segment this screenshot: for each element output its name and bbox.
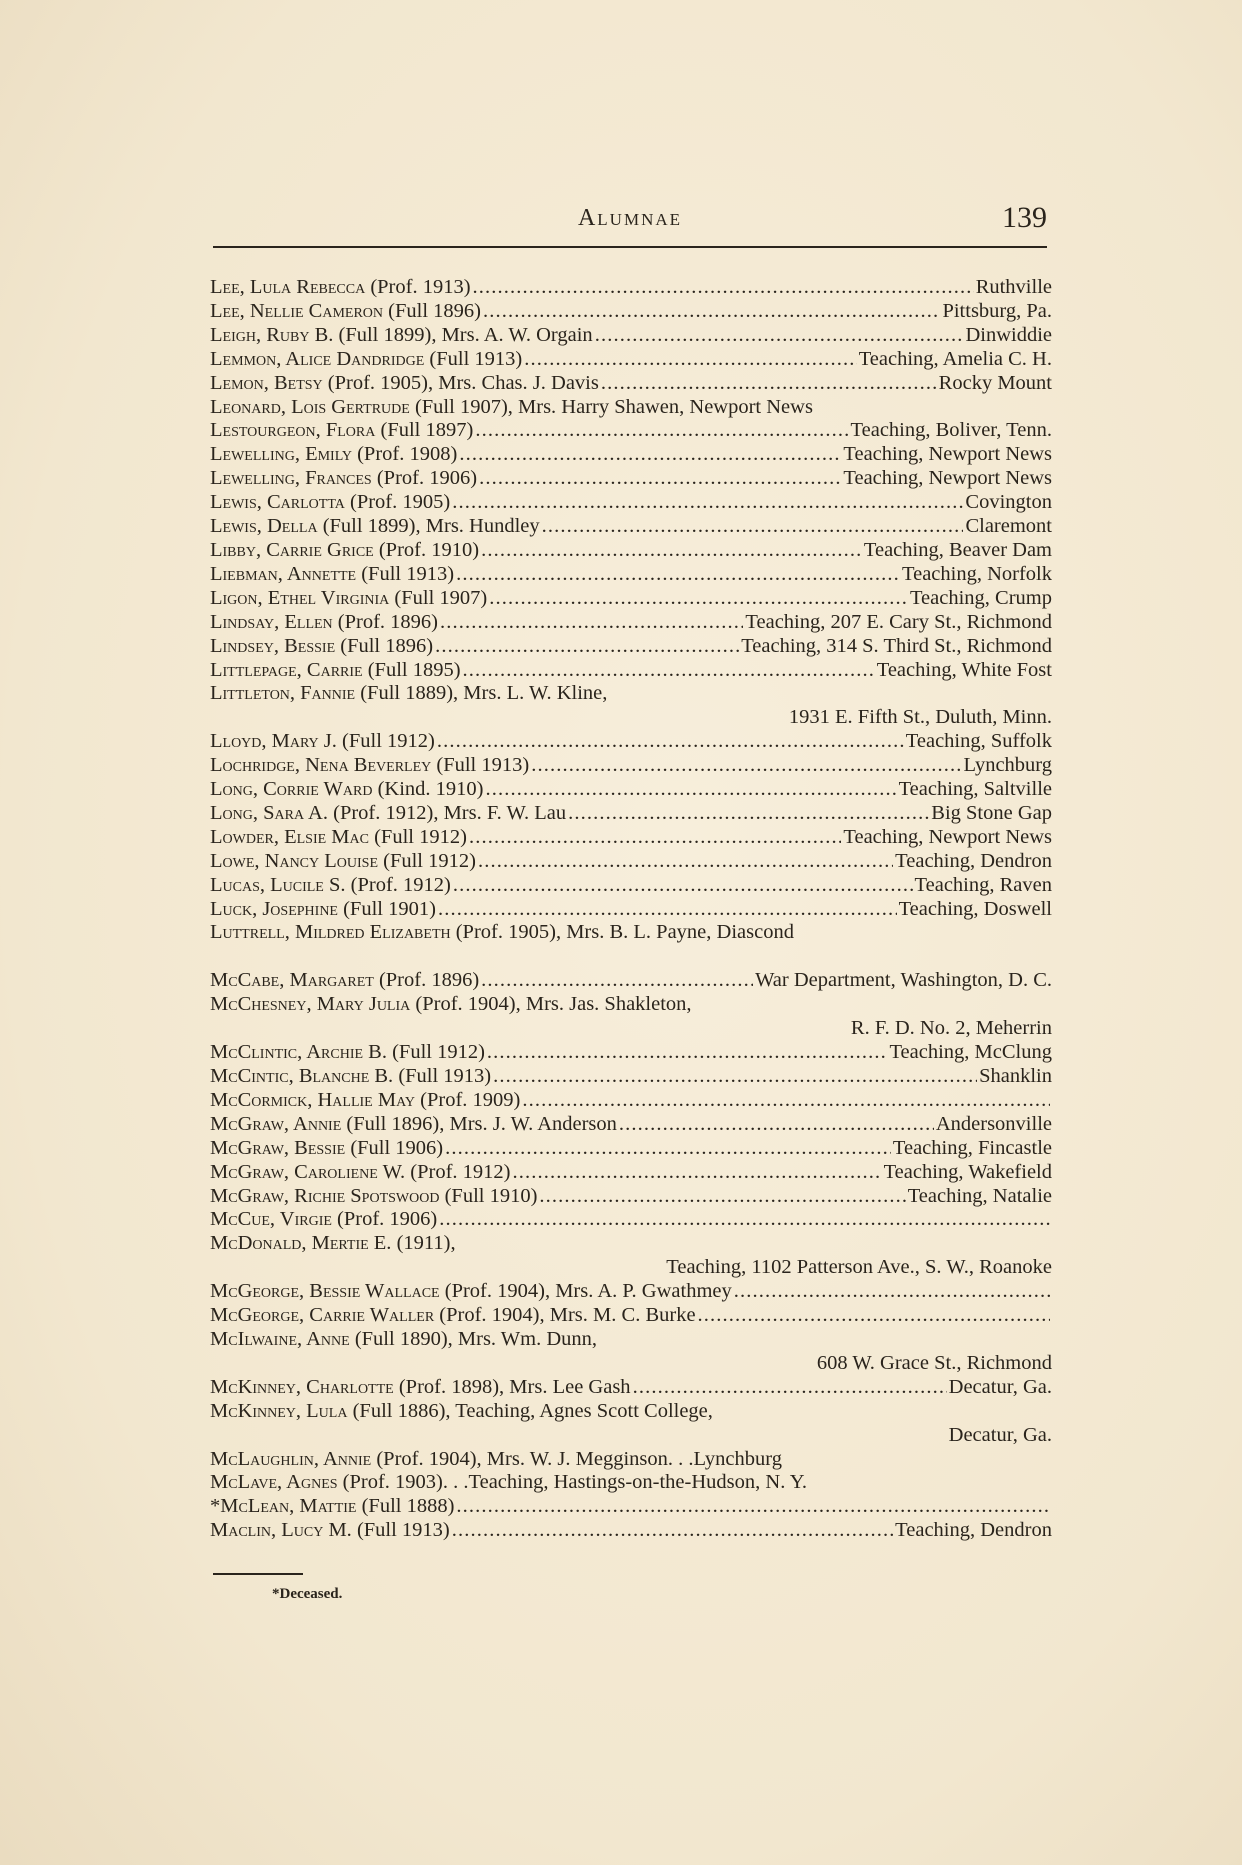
dot-leader <box>513 1161 882 1185</box>
alumna-occupation: Covington <box>965 491 1052 514</box>
list-item <box>210 587 1052 611</box>
dot-leader <box>522 1089 1050 1113</box>
alumna-name: Luttrell, Mildred Elizabeth <box>210 921 451 944</box>
alumna-details: (Prof. 1910) <box>378 538 480 561</box>
alumna-occupation: Teaching, Crump <box>909 586 1052 609</box>
dot-leader <box>542 515 964 539</box>
alumna-name: Lucas, Lucile S. <box>210 873 346 896</box>
alumna-details: (Kind. 1910) <box>377 778 484 801</box>
alumna-details: (Prof. 1898), Mrs. Lee Gash <box>398 1375 631 1398</box>
dot-leader <box>473 276 974 300</box>
dot-leader <box>463 659 875 683</box>
list-item <box>210 1208 1052 1232</box>
alumna-name: Luck, Josephine <box>210 897 338 920</box>
alumna-details: (Full 1912) <box>374 825 467 848</box>
alumna-address-continuation: 608 W. Grace St., Richmond <box>816 1351 1052 1374</box>
alumna-details: (Full 1895) <box>367 658 461 681</box>
alumna-name: Lowder, Elsie Mac <box>210 825 369 848</box>
alumna-details: (Prof. 1906) <box>337 1208 438 1231</box>
alumna-name: McCormick, Hallie May <box>210 1088 416 1111</box>
group-spacer <box>210 945 1052 969</box>
list-item <box>210 659 1052 683</box>
dot-leader <box>531 754 961 778</box>
alumna-name: Littleton, Fannie <box>210 682 356 705</box>
list-item <box>210 443 1052 467</box>
alumna-name: McLaughlin, Annie <box>210 1447 372 1470</box>
list-item <box>210 396 1052 420</box>
alumna-name: Lewis, Della <box>210 515 318 538</box>
alumna-details: (Prof. 1912) <box>410 1160 511 1183</box>
dot-leader <box>440 611 743 635</box>
alumna-details: (Full 1910) <box>444 1184 538 1207</box>
alumna-occupation: Teaching, Wakefield <box>883 1160 1052 1183</box>
alumna-occupation: War Department, Washington, D. C. <box>755 969 1052 992</box>
dot-leader <box>493 1065 977 1089</box>
alumna-occupation: Rocky Mount <box>938 371 1052 394</box>
dot-leader <box>456 1495 1050 1519</box>
alumna-details: (Prof. 1912) <box>350 873 451 896</box>
alumna-details: (Prof. 1904), Mrs. A. P. Gwathmey <box>444 1280 732 1303</box>
alumna-occupation: Teaching, Amelia C. H. <box>858 347 1052 370</box>
dot-leader <box>469 826 841 850</box>
alumna-occupation: Teaching, Boliver, Tenn. <box>850 419 1052 442</box>
alumna-occupation: Claremont <box>965 515 1052 538</box>
alumna-name: McCue, Virgie <box>210 1208 332 1231</box>
alumna-details: (Full 1899), Mrs. A. W. Orgain <box>338 323 593 346</box>
alumna-occupation: Teaching, Newport News <box>843 467 1052 490</box>
alumna-name: Leonard, Lois Gertrude <box>210 395 410 418</box>
entry-group-mc <box>210 969 1052 1543</box>
list-item <box>210 1089 1052 1113</box>
list-item <box>210 491 1052 515</box>
alumna-occupation: Teaching, McClung <box>889 1041 1052 1064</box>
alumna-details: (Full 1913) <box>436 754 530 777</box>
dot-leader <box>487 1041 888 1065</box>
list-item <box>210 467 1052 491</box>
dot-leader <box>734 1280 1050 1304</box>
alumna-name: Lewelling, Frances <box>210 467 372 490</box>
alumna-name: McDonald, Mertie E. <box>210 1232 392 1255</box>
alumna-occupation: Teaching, Dendron <box>895 849 1052 872</box>
page-header <box>213 201 1047 245</box>
list-item <box>210 1376 1052 1400</box>
dot-leader <box>524 348 857 372</box>
alumna-name: McGraw, Richie Spotswood <box>210 1184 440 1207</box>
alumna-name: McGeorge, Bessie Wallace <box>210 1280 440 1303</box>
list-item <box>210 515 1052 539</box>
alumna-occupation: Teaching, Dendron <box>895 1519 1052 1542</box>
alumna-details: (Prof. 1904), Mrs. M. C. Burke <box>439 1304 696 1327</box>
list-item <box>210 969 1052 993</box>
dot-leader <box>456 563 900 587</box>
dot-leader <box>478 850 893 874</box>
dot-leader <box>439 1208 1050 1232</box>
list-item <box>210 1400 1052 1424</box>
list-item <box>210 754 1052 778</box>
alumna-details: (Full 1906) <box>350 1136 444 1159</box>
running-head: Alumnae <box>577 205 683 231</box>
dot-leader <box>633 1376 947 1400</box>
alumna-name: Lloyd, Mary J. <box>210 730 337 753</box>
alumna-occupation: Teaching, Newport News <box>843 825 1052 848</box>
list-item <box>210 850 1052 874</box>
alumna-details: (Full 1896) <box>340 634 434 657</box>
list-item <box>210 419 1052 443</box>
alumna-name: *McLean, Mattie <box>210 1495 357 1518</box>
alumna-occupation: Big Stone Gap <box>931 801 1052 824</box>
alumna-name: McKinney, Lula <box>210 1399 348 1422</box>
alumna-details: (Full 1897) <box>380 419 474 442</box>
list-item <box>210 778 1052 802</box>
list-item <box>210 682 1052 706</box>
dot-leader <box>475 419 848 443</box>
alumna-details: (Full 1913) <box>429 347 523 370</box>
alumna-name: McIlwaine, Anne <box>210 1327 350 1350</box>
list-item <box>210 324 1052 348</box>
alumna-address-continuation: R. F. D. No. 2, Meherrin <box>850 1017 1052 1040</box>
alumna-details: (Prof. 1909) <box>420 1088 521 1111</box>
alumna-name: Liebman, Annette <box>210 562 357 585</box>
alumna-name: Ligon, Ethel Virginia <box>210 586 390 609</box>
list-item <box>210 1328 1052 1352</box>
list-item <box>210 539 1052 563</box>
dot-leader <box>453 874 913 898</box>
list-item <box>210 1113 1052 1137</box>
alumna-details: (Full 1913) <box>361 562 455 585</box>
dot-leader <box>481 969 753 993</box>
alumna-details: (Full 1913) <box>356 1519 450 1542</box>
alumna-details: (Full 1890), Mrs. Wm. Dunn, <box>354 1327 598 1350</box>
list-item <box>210 1519 1052 1543</box>
alumna-details: (Prof. 1904), Mrs. W. J. Megginson. . .Lynchburg <box>376 1447 782 1470</box>
alumna-occupation: Teaching, Newport News <box>843 443 1052 466</box>
alumna-details: (Full 1896) <box>388 299 481 322</box>
alumna-details: (Full 1888) <box>361 1495 455 1518</box>
alumna-details: (Full 1896), Mrs. J. W. Anderson <box>346 1112 617 1135</box>
list-item <box>210 372 1052 396</box>
alumna-occupation: Teaching, Norfolk <box>902 562 1052 585</box>
alumna-occupation: Ruthville <box>975 276 1052 298</box>
dot-leader <box>568 802 929 826</box>
alumna-name: Lindsey, Bessie <box>210 634 336 657</box>
alumna-name: McLave, Agnes <box>210 1471 338 1494</box>
alumna-name: Lewis, Carlotta <box>210 491 345 514</box>
alumna-occupation: Lynchburg <box>963 754 1052 777</box>
entry-group-l <box>210 276 1052 945</box>
alumna-name: Lowe, Nancy Louise <box>210 849 378 872</box>
list-item <box>210 1280 1052 1304</box>
list-item <box>210 921 1052 945</box>
alumna-details: (Full 1907), Mrs. Harry Shawen, Newport News <box>414 395 813 418</box>
footnote-rule <box>213 1573 303 1575</box>
alumnae-list <box>210 276 1052 1543</box>
list-item <box>210 802 1052 826</box>
alumna-occupation: Teaching, Saltville <box>898 778 1052 801</box>
list-item <box>210 611 1052 635</box>
alumna-details: (Prof. 1905) <box>350 491 451 514</box>
alumna-details: (Prof. 1905), Mrs. B. L. Payne, Diascond <box>455 921 794 944</box>
dot-leader <box>489 587 908 611</box>
alumna-details: (Prof. 1896) <box>337 610 439 633</box>
alumna-details: (Full 1912) <box>342 730 435 753</box>
list-item <box>210 1232 1052 1256</box>
alumna-occupation: Teaching, Natalie <box>907 1184 1052 1207</box>
alumna-occupation: Teaching, Suffolk <box>905 730 1052 753</box>
alumna-occupation: Teaching, White Fost <box>876 658 1052 681</box>
alumna-details: (Prof. 1903). . .Teaching, Hastings-on-the-Hudson, N. Y. <box>342 1471 807 1494</box>
dot-leader <box>595 324 964 348</box>
alumna-details: (Full 1913) <box>398 1065 492 1087</box>
list-item <box>210 276 1052 300</box>
alumna-details: (Prof. 1904), Mrs. Jas. Shakleton, <box>415 993 692 1016</box>
header-rule <box>213 246 1047 248</box>
alumna-name: McGraw, Annie <box>210 1112 342 1135</box>
page-number: 139 <box>1002 201 1047 234</box>
list-item <box>210 348 1052 372</box>
dot-leader <box>539 1185 905 1209</box>
alumna-address-continuation: Teaching, 1102 Patterson Ave., S. W., Roanoke <box>666 1256 1052 1279</box>
alumna-name: McGraw, Caroliene W. <box>210 1160 406 1183</box>
alumna-name: Lochridge, Nena Beverley <box>210 754 432 777</box>
alumna-name: Maclin, Lucy M. <box>210 1519 352 1542</box>
list-item <box>210 1448 1052 1472</box>
list-item <box>210 730 1052 754</box>
alumna-name: McCintic, Blanche B. <box>210 1065 394 1087</box>
alumna-details: (Prof. 1906) <box>376 467 478 490</box>
alumna-name: McKinney, Charlotte <box>210 1375 394 1398</box>
list-item <box>210 1471 1052 1495</box>
list-item <box>210 1304 1052 1328</box>
alumna-details: (Prof. 1913) <box>370 276 471 298</box>
alumna-name: Lewelling, Emily <box>210 443 352 466</box>
list-item <box>210 826 1052 850</box>
alumna-occupation: Dinwiddie <box>965 323 1052 346</box>
alumna-address-continuation: 1931 E. Fifth St., Duluth, Minn. <box>788 706 1052 729</box>
alumna-details: (Full 1899), Mrs. Hundley <box>322 515 540 538</box>
alumna-occupation: Teaching, Fincastle <box>892 1136 1052 1159</box>
list-item <box>210 874 1052 898</box>
alumna-details: (Full 1889), Mrs. L. W. Kline, <box>360 682 608 705</box>
dot-leader <box>619 1113 934 1137</box>
alumna-details: (Prof. 1908) <box>357 443 458 466</box>
alumna-occupation: Shanklin <box>979 1065 1052 1087</box>
alumna-name: Leigh, Ruby B. <box>210 323 334 346</box>
dot-leader <box>435 635 739 659</box>
list-item <box>210 1161 1052 1185</box>
list-item <box>210 1065 1052 1089</box>
alumna-occupation: Teaching, Beaver Dam <box>863 538 1052 561</box>
alumna-name: Lee, Lula Rebecca <box>210 276 366 298</box>
dot-leader <box>452 491 963 515</box>
dot-leader <box>452 1519 893 1543</box>
list-item <box>210 635 1052 659</box>
alumna-name: Lindsay, Ellen <box>210 610 333 633</box>
dot-leader <box>483 300 940 324</box>
alumna-details: (Full 1907) <box>394 586 488 609</box>
list-item <box>210 1137 1052 1161</box>
alumna-details: (Full 1901) <box>343 897 436 920</box>
alumna-details: (Prof. 1912), Mrs. F. W. Lau <box>333 801 567 824</box>
dot-leader <box>601 372 937 396</box>
alumna-name: McGeorge, Carrie Waller <box>210 1304 435 1327</box>
alumna-name: Littlepage, Carrie <box>210 658 363 681</box>
alumna-details: (Prof. 1896) <box>378 969 480 992</box>
dot-leader <box>459 443 841 467</box>
alumna-name: Long, Sara A. <box>210 801 328 824</box>
alumna-name: Libby, Carrie Grice <box>210 538 374 561</box>
alumna-name: McClintic, Archie B. <box>210 1041 387 1064</box>
list-item <box>210 1495 1052 1519</box>
dot-leader <box>445 1137 891 1161</box>
alumna-name: Lestourgeon, Flora <box>210 419 376 442</box>
list-item <box>210 1185 1052 1209</box>
dot-leader <box>698 1304 1050 1328</box>
list-item <box>210 993 1052 1017</box>
alumna-name: McCabe, Margaret <box>210 969 374 992</box>
alumna-name: Lemon, Betsy <box>210 371 323 394</box>
alumna-details: (Full 1912) <box>383 849 476 872</box>
alumna-name: Lemmon, Alice Dandridge <box>210 347 425 370</box>
list-item <box>210 300 1052 324</box>
alumna-details: (Prof. 1905), Mrs. Chas. J. Davis <box>327 371 599 394</box>
list-item <box>210 563 1052 587</box>
alumna-details: (Full 1886), Teaching, Agnes Scott College, <box>352 1399 713 1422</box>
list-item <box>210 1041 1052 1065</box>
dot-leader <box>479 467 841 491</box>
dot-leader <box>485 778 896 802</box>
alumna-details: (Full 1912) <box>392 1041 485 1064</box>
alumna-occupation: Teaching, 314 S. Third St., Richmond <box>741 634 1052 657</box>
alumna-name: Lee, Nellie Cameron <box>210 299 384 322</box>
alumna-occupation: Decatur, Ga. <box>948 1375 1052 1398</box>
alumna-name: Long, Corrie Ward <box>210 778 373 801</box>
alumna-occupation: Teaching, 207 E. Cary St., Richmond <box>745 610 1052 633</box>
alumna-name: McGraw, Bessie <box>210 1136 346 1159</box>
alumna-address-continuation: Decatur, Ga. <box>948 1423 1052 1446</box>
alumna-occupation: Pittsburg, Pa. <box>942 299 1052 322</box>
dot-leader <box>481 539 862 563</box>
alumna-occupation: Teaching, Raven <box>914 873 1052 896</box>
list-item <box>210 898 1052 922</box>
dot-leader <box>437 730 904 754</box>
alumna-occupation: Teaching, Doswell <box>898 897 1052 920</box>
alumna-name: McChesney, Mary Julia <box>210 993 411 1016</box>
footnote: *Deceased. <box>272 1586 343 1602</box>
alumna-details: (1911), <box>396 1232 456 1255</box>
dot-leader <box>438 898 897 922</box>
alumna-occupation: Andersonville <box>935 1112 1052 1135</box>
